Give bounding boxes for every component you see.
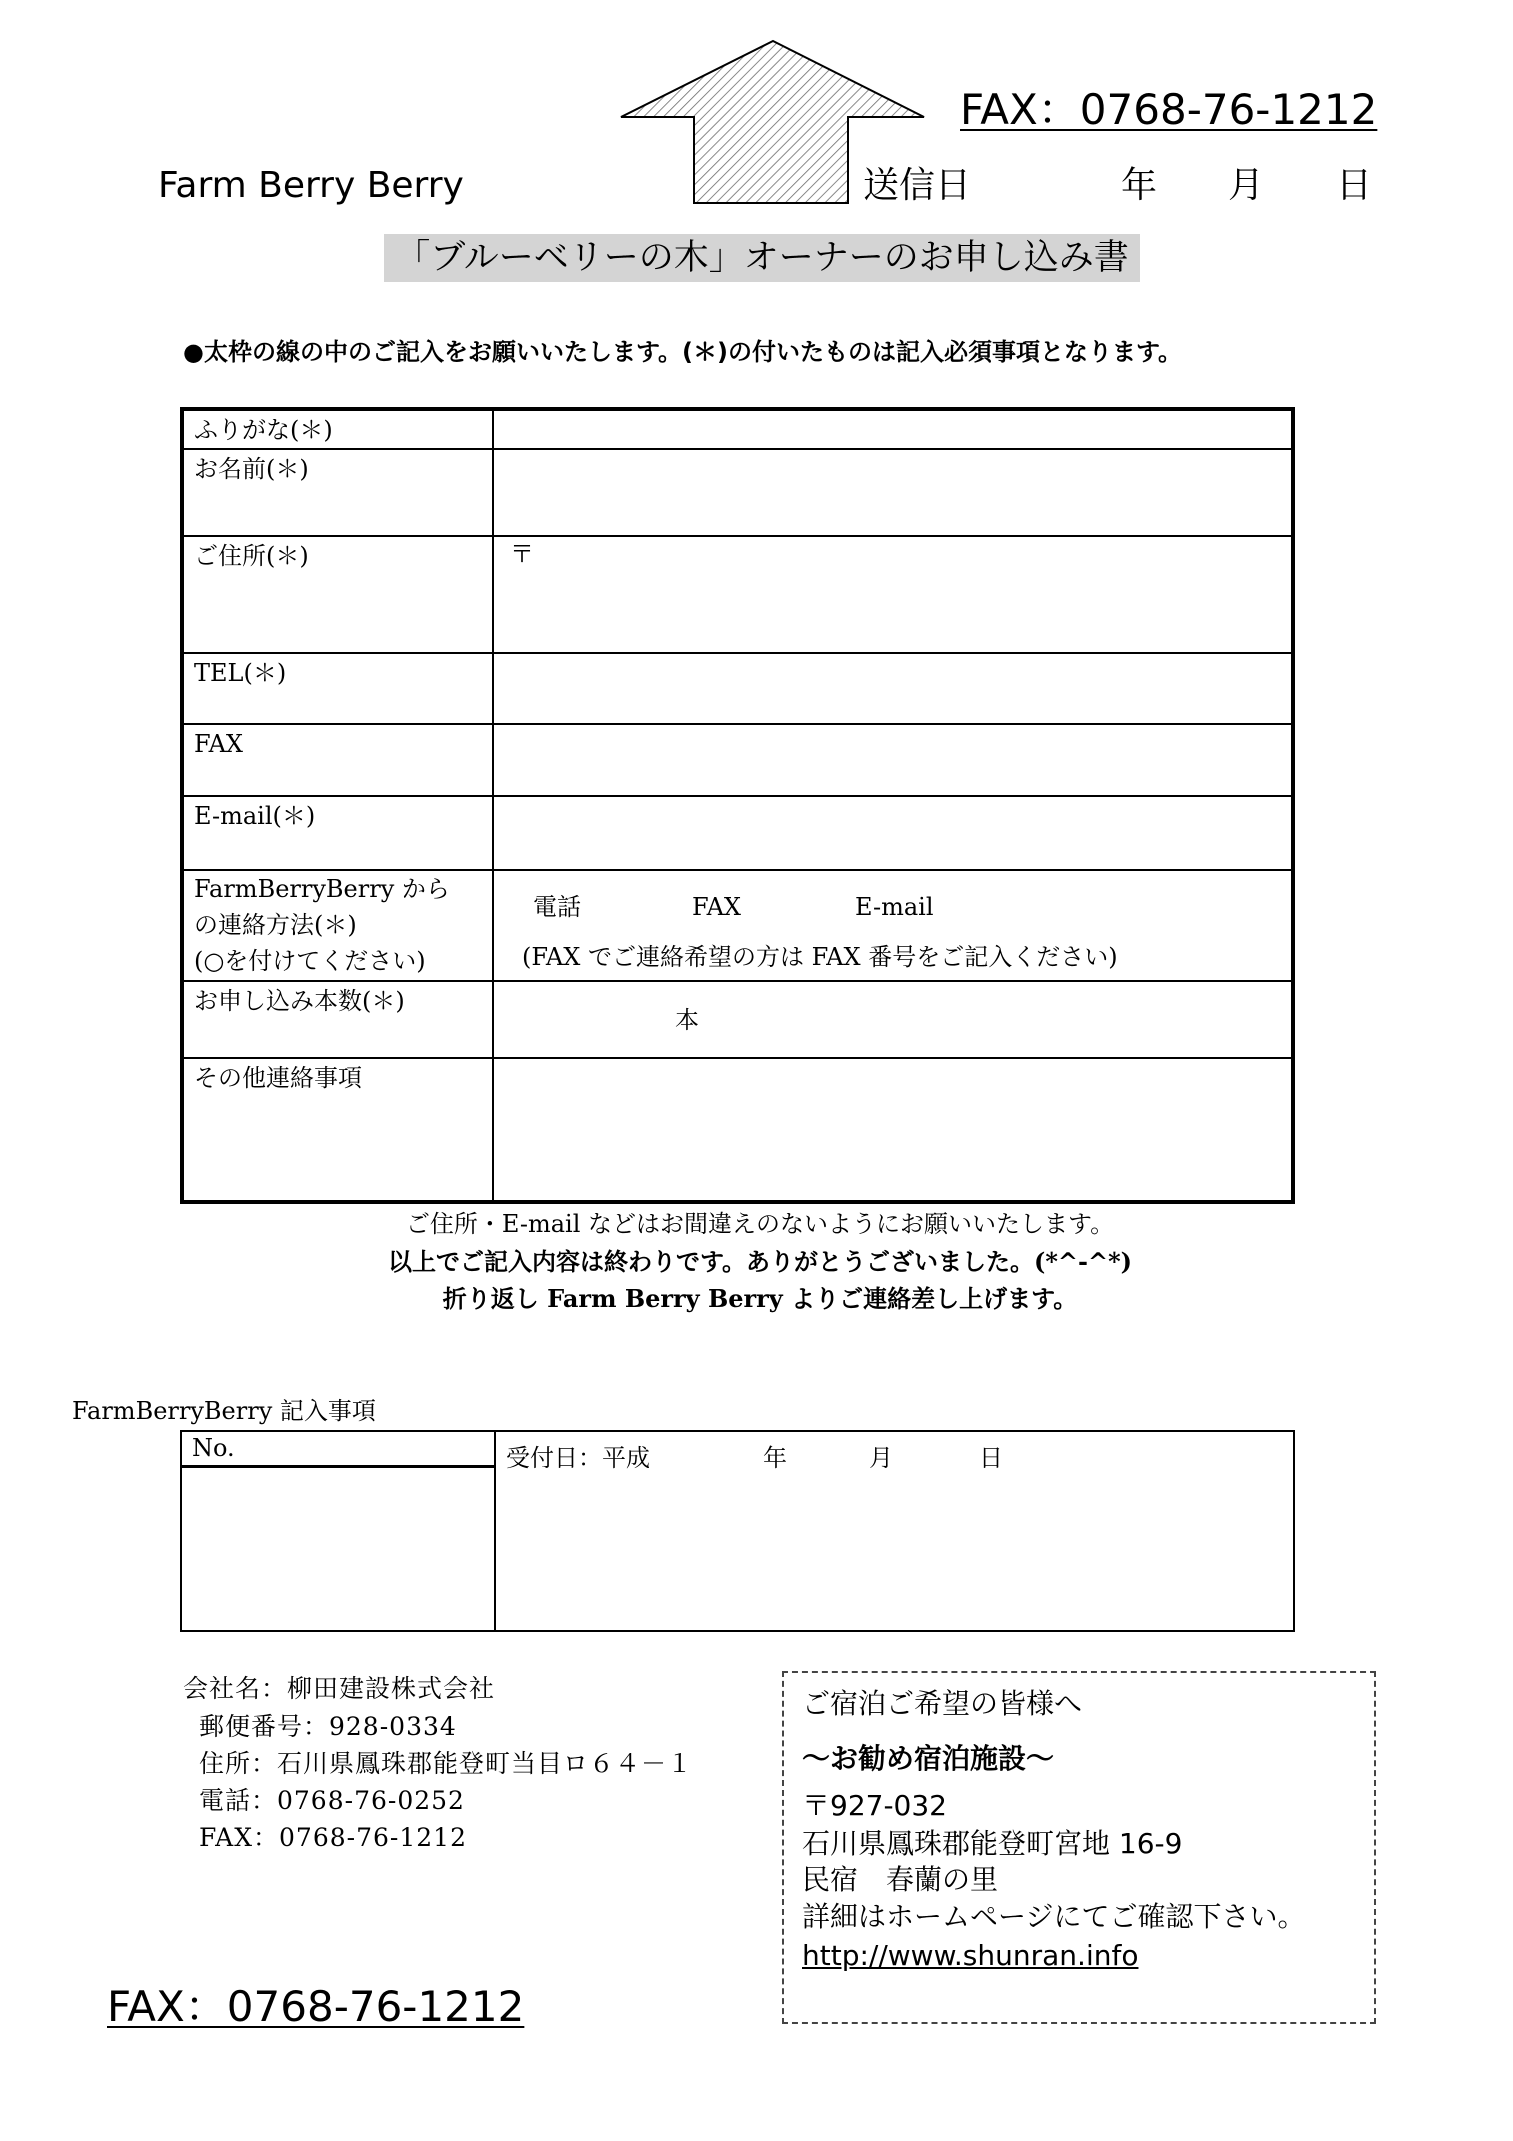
received-year-label: 年 [763,1444,787,1472]
closing-note-reply: 折り返し Farm Berry Berry よりご連絡差し上げます。 [442,1284,1078,1313]
contact-option-phone: 電話 [533,893,581,921]
email-row [184,797,1291,871]
lodging-address: 石川県鳳珠郡能登町宮地 16-9 [802,1827,1183,1860]
fax-field [494,725,1291,795]
brand-name: Farm Berry Berry [158,165,464,206]
contact-method-label-line-2: の連絡方法(＊) [194,911,357,939]
postal-mark: 〒 [510,540,534,568]
email-label: E-mail(＊) [184,797,494,869]
received-month-label: 月 [869,1444,893,1472]
quantity-label: お申し込み本数(＊) [184,982,494,1057]
contact-method-field [494,871,1291,980]
closing-note-thanks: 以上でご記入内容は終わりです。ありがとうございました。(*^-^*) [387,1247,1133,1276]
quantity-field [494,982,1291,1057]
office-number-cell [182,1432,496,1630]
fax-number-footer: FAX：0768-76-1212 [107,1982,525,2031]
office-use-heading: FarmBerryBerry 記入事項 [72,1397,376,1425]
tel-label: TEL(＊) [184,654,494,723]
lodging-name: 民宿 春蘭の里 [802,1863,999,1896]
fax-label: FAX [184,725,494,795]
tel-field [494,654,1291,723]
form-title: 「ブルーベリーの木」オーナーのお申し込み書 [384,234,1140,282]
company-postal-code: 郵便番号：928-0334 [199,1712,457,1741]
company-address: 住所：石川県鳳珠郡能登町当目ロ６４－１ [199,1749,694,1778]
office-number-label: No. [182,1432,494,1468]
company-name: 会社名：柳田建設株式会社 [183,1674,496,1703]
furigana-field [494,411,1291,448]
contact-method-row [184,871,1291,982]
contact-option-fax: FAX [692,893,741,921]
quantity-row [184,982,1291,1059]
address-field [494,537,1291,652]
send-year-label: 年 [1121,165,1158,206]
office-use-table [180,1430,1295,1632]
tel-row [184,654,1291,725]
office-date-cell [496,1432,1293,1630]
contact-option-email: E-mail [855,893,934,921]
quantity-unit: 本 [675,1006,699,1034]
other-notes-label: その他連絡事項 [184,1059,494,1200]
name-label: お名前(＊) [184,450,494,535]
send-day-label: 日 [1336,165,1373,206]
application-form-table [180,407,1295,1204]
contact-method-note: (FAX でご連絡希望の方は FAX 番号をご記入ください) [522,943,1118,971]
furigana-row [184,411,1291,450]
other-notes-row [184,1059,1291,1200]
received-date-label: 受付日：平成 [506,1444,650,1472]
lodging-postal-code: 〒927-032 [802,1789,947,1822]
contact-method-label-line-1: FarmBerryBerry から [194,875,450,903]
closing-note-check: ご住所・E-mail などはお間違えのないようにお願いいたします。 [405,1210,1115,1238]
name-row [184,450,1291,537]
lodging-heading: ～お勧め宿泊施設～ [802,1742,1055,1775]
contact-method-label-line-3: (○を付けてください) [194,947,426,975]
other-notes-field [494,1059,1291,1200]
company-phone: 電話：0768-76-0252 [199,1786,465,1815]
contact-method-label [184,871,494,980]
instructions-text: ●太枠の線の中のご記入をお願いいたします。(＊)の付いたものは記入必須事項となります。 [183,338,1183,366]
send-date-label: 送信日 [863,165,972,206]
address-row [184,537,1291,654]
fax-number-header: FAX：0768-76-1212 [960,85,1378,134]
received-day-label: 日 [979,1444,1003,1472]
address-label: ご住所(＊) [184,537,494,652]
fax-row [184,725,1291,797]
lodging-note: 詳細はホームページにてご確認下さい。 [802,1900,1306,1933]
company-fax: FAX：0768-76-1212 [199,1823,467,1852]
closing-notes [200,1206,1320,1317]
name-field [494,450,1291,535]
send-month-label: 月 [1228,165,1265,206]
email-field [494,797,1291,869]
lodging-website-link[interactable]: http://www.shunran.info [802,1939,1139,1972]
lodging-greeting: ご宿泊ご希望の皆様へ [802,1687,1083,1720]
lodging-info-box [782,1671,1376,2024]
furigana-label: ふりがな(＊) [184,411,494,448]
